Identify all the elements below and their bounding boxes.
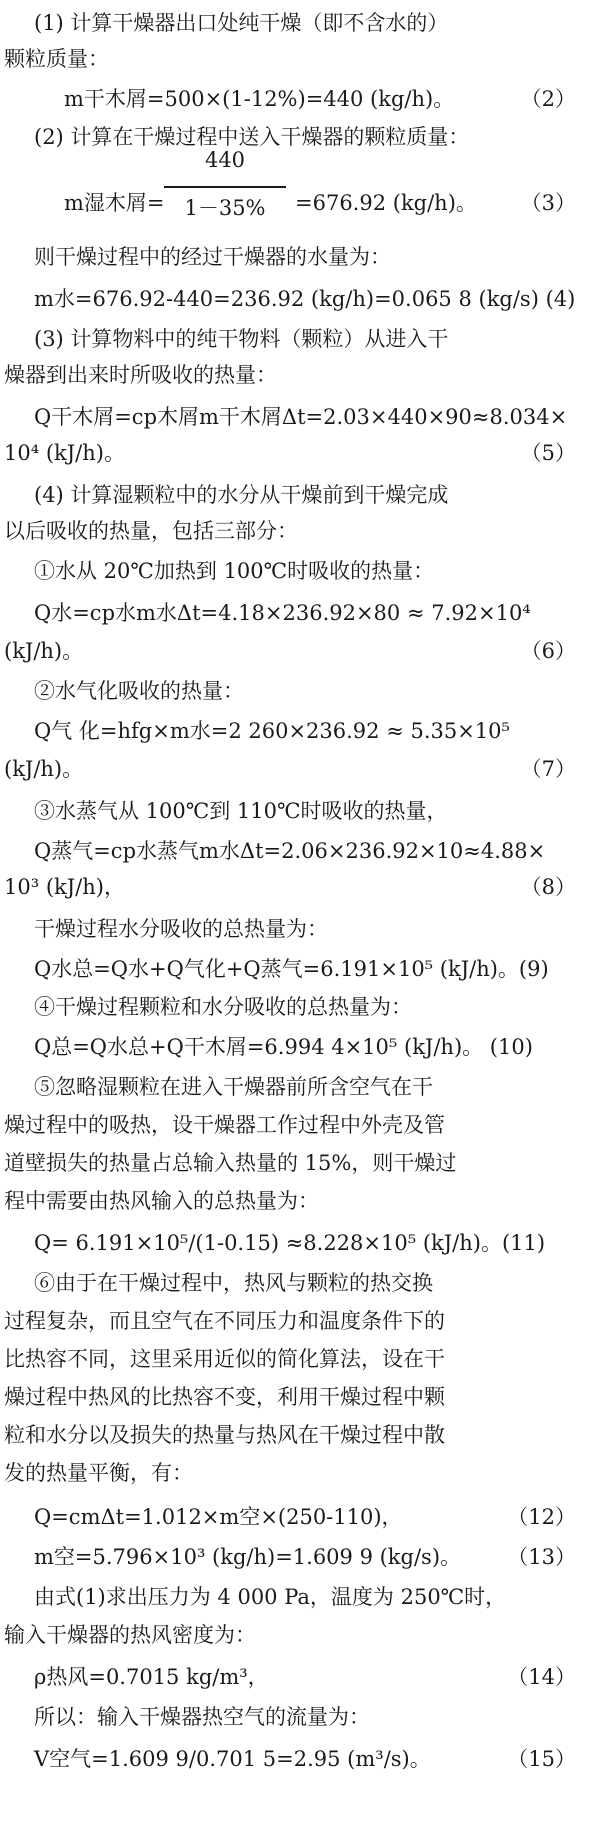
equation-number: （2） (520, 87, 576, 111)
equation-12 (0, 1502, 600, 1532)
fraction-denominator: 1－35% (184, 196, 266, 220)
equation-6-line2 (0, 636, 600, 666)
equation-number: （12） (507, 1505, 576, 1529)
equation-lhs: m湿木屑= (64, 191, 165, 215)
text-line: 则干燥过程中的经过干燥器的水量为： (34, 245, 391, 269)
equation-text: ρ热风=0.7015 kg/m³， (34, 1665, 269, 1689)
equation-4: m水=676.92-440=236.92 (kg/h)=0.065 8 (kg/s) (4) (34, 287, 576, 311)
equation-number: （15） (507, 1747, 576, 1771)
text-line: (1) 计算干燥器出口处纯干燥（即不含水的） (34, 11, 449, 35)
equation-3 (0, 188, 600, 218)
text-line: ③水蒸气从 100℃到 110℃时吸收的热量， (34, 799, 448, 823)
equation-text: V空气=1.609 9/0.701 5=2.95 (m³/s)。 (34, 1747, 431, 1771)
equation-text: m空=5.796×10³ (kg/h)=1.609 9 (kg/s)。 (34, 1545, 462, 1569)
text-line: 颗粒质量： (4, 47, 109, 71)
text-line: ②水气化吸收的热量： (34, 679, 244, 703)
text-line: 燥过程中热风的比热容不变，利用干燥过程中颗 (4, 1385, 445, 1409)
fraction (160, 148, 290, 248)
equation-7-line1: Q气 化=hfg×m水=2 260×236.92 ≈ 5.35×10⁵ (34, 719, 510, 743)
text-line: 燥过程中的吸热，设干燥器工作过程中外壳及管 (4, 1113, 445, 1137)
text-line: (2) 计算在干燥过程中送入干燥器的颗粒质量： (34, 125, 470, 149)
text-line: ⑥由于在干燥过程中，热风与颗粒的热交换 (34, 1271, 433, 1295)
equation-8-line1: Q蒸气=cp水蒸气m水Δt=2.06×236.92×10≈4.88× (34, 839, 546, 863)
equation-10: Q总=Q水总+Q干木屑=6.994 4×10⁵ (kJ/h)。 (10) (34, 1035, 533, 1059)
equation-text: Q=cmΔt=1.012×m空×(250-110)， (34, 1505, 403, 1529)
equation-11: Q= 6.191×10⁵/(1-0.15) ≈8.228×10⁵ (kJ/h)。(11) (34, 1231, 546, 1255)
equation-2 (0, 84, 600, 114)
equation-8-line2 (0, 872, 600, 902)
text-line: 过程复杂，而且空气在不同压力和温度条件下的 (4, 1309, 445, 1333)
text-line: 由式(1)求出压力为 4 000 Pa，温度为 250℃时， (34, 1585, 507, 1609)
equation-7-line2 (0, 754, 600, 784)
equation-14 (0, 1662, 600, 1692)
text-line: 比热容不同，这里采用近似的简化算法，设在干 (4, 1347, 445, 1371)
equation-result: =676.92 (kg/h)。 (295, 191, 477, 215)
equation-text: (kJ/h)。 (4, 639, 84, 663)
text-line: (4) 计算湿颗粒中的水分从干燥前到干燥完成 (34, 483, 449, 507)
equation-5-line1: Q干木屑=cp木屑m干木屑Δt=2.03×440×90≈8.034× (34, 405, 568, 429)
text-line: ⑤忽略湿颗粒在进入干燥器前所含空气在干 (34, 1075, 433, 1099)
equation-6-line1: Q水=cp水m水Δt=4.18×236.92×80 ≈ 7.92×10⁴ (34, 601, 531, 625)
fraction-numerator: 440 (204, 148, 246, 172)
equation-15 (0, 1744, 600, 1774)
text-line: 程中需要由热风输入的总热量为： (4, 1189, 319, 1213)
equation-number: （8） (520, 875, 576, 899)
text-line: ①水从 20℃加热到 100℃时吸收的热量： (34, 559, 435, 583)
equation-number: （5） (520, 441, 576, 465)
equation-number: （13） (507, 1545, 576, 1569)
equation-number: （7） (520, 757, 576, 781)
equation-text: (kJ/h)。 (4, 757, 84, 781)
text-line: 道壁损失的热量占总输入热量的 15%，则干燥过 (4, 1151, 457, 1175)
text-line: 所以：输入干燥器热空气的流量为： (34, 1705, 370, 1729)
fraction-bar (164, 186, 286, 188)
equation-number: （3） (520, 191, 576, 215)
text-line: 输入干燥器的热风密度为： (4, 1623, 256, 1647)
equation-5-line2 (0, 438, 600, 468)
text-line: 发的热量平衡，有： (4, 1461, 193, 1485)
equation-text: 10⁴ (kJ/h)。 (4, 441, 125, 465)
text-line: 粒和水分以及损失的热量与热风在干燥过程中散 (4, 1423, 445, 1447)
text-line: (3) 计算物料中的纯干物料（颗粒）从进入干 (34, 327, 449, 351)
equation-number: （6） (520, 639, 576, 663)
equation-9: Q水总=Q水+Q气化+Q蒸气=6.191×10⁵ (kJ/h)。(9) (34, 957, 549, 981)
equation-13 (0, 1542, 600, 1572)
equation-text: 10³ (kJ/h)， (4, 875, 125, 899)
text-line: ④干燥过程颗粒和水分吸收的总热量为： (34, 995, 412, 1019)
text-line: 燥器到出来时所吸收的热量： (4, 363, 277, 387)
text-line: 干燥过程水分吸收的总热量为： (34, 917, 328, 941)
text-line: 以后吸收的热量，包括三部分： (4, 519, 298, 543)
equation-number: （14） (507, 1665, 576, 1689)
equation-text: m干木屑=500×(1-12%)=440 (kg/h)。 (64, 87, 455, 111)
